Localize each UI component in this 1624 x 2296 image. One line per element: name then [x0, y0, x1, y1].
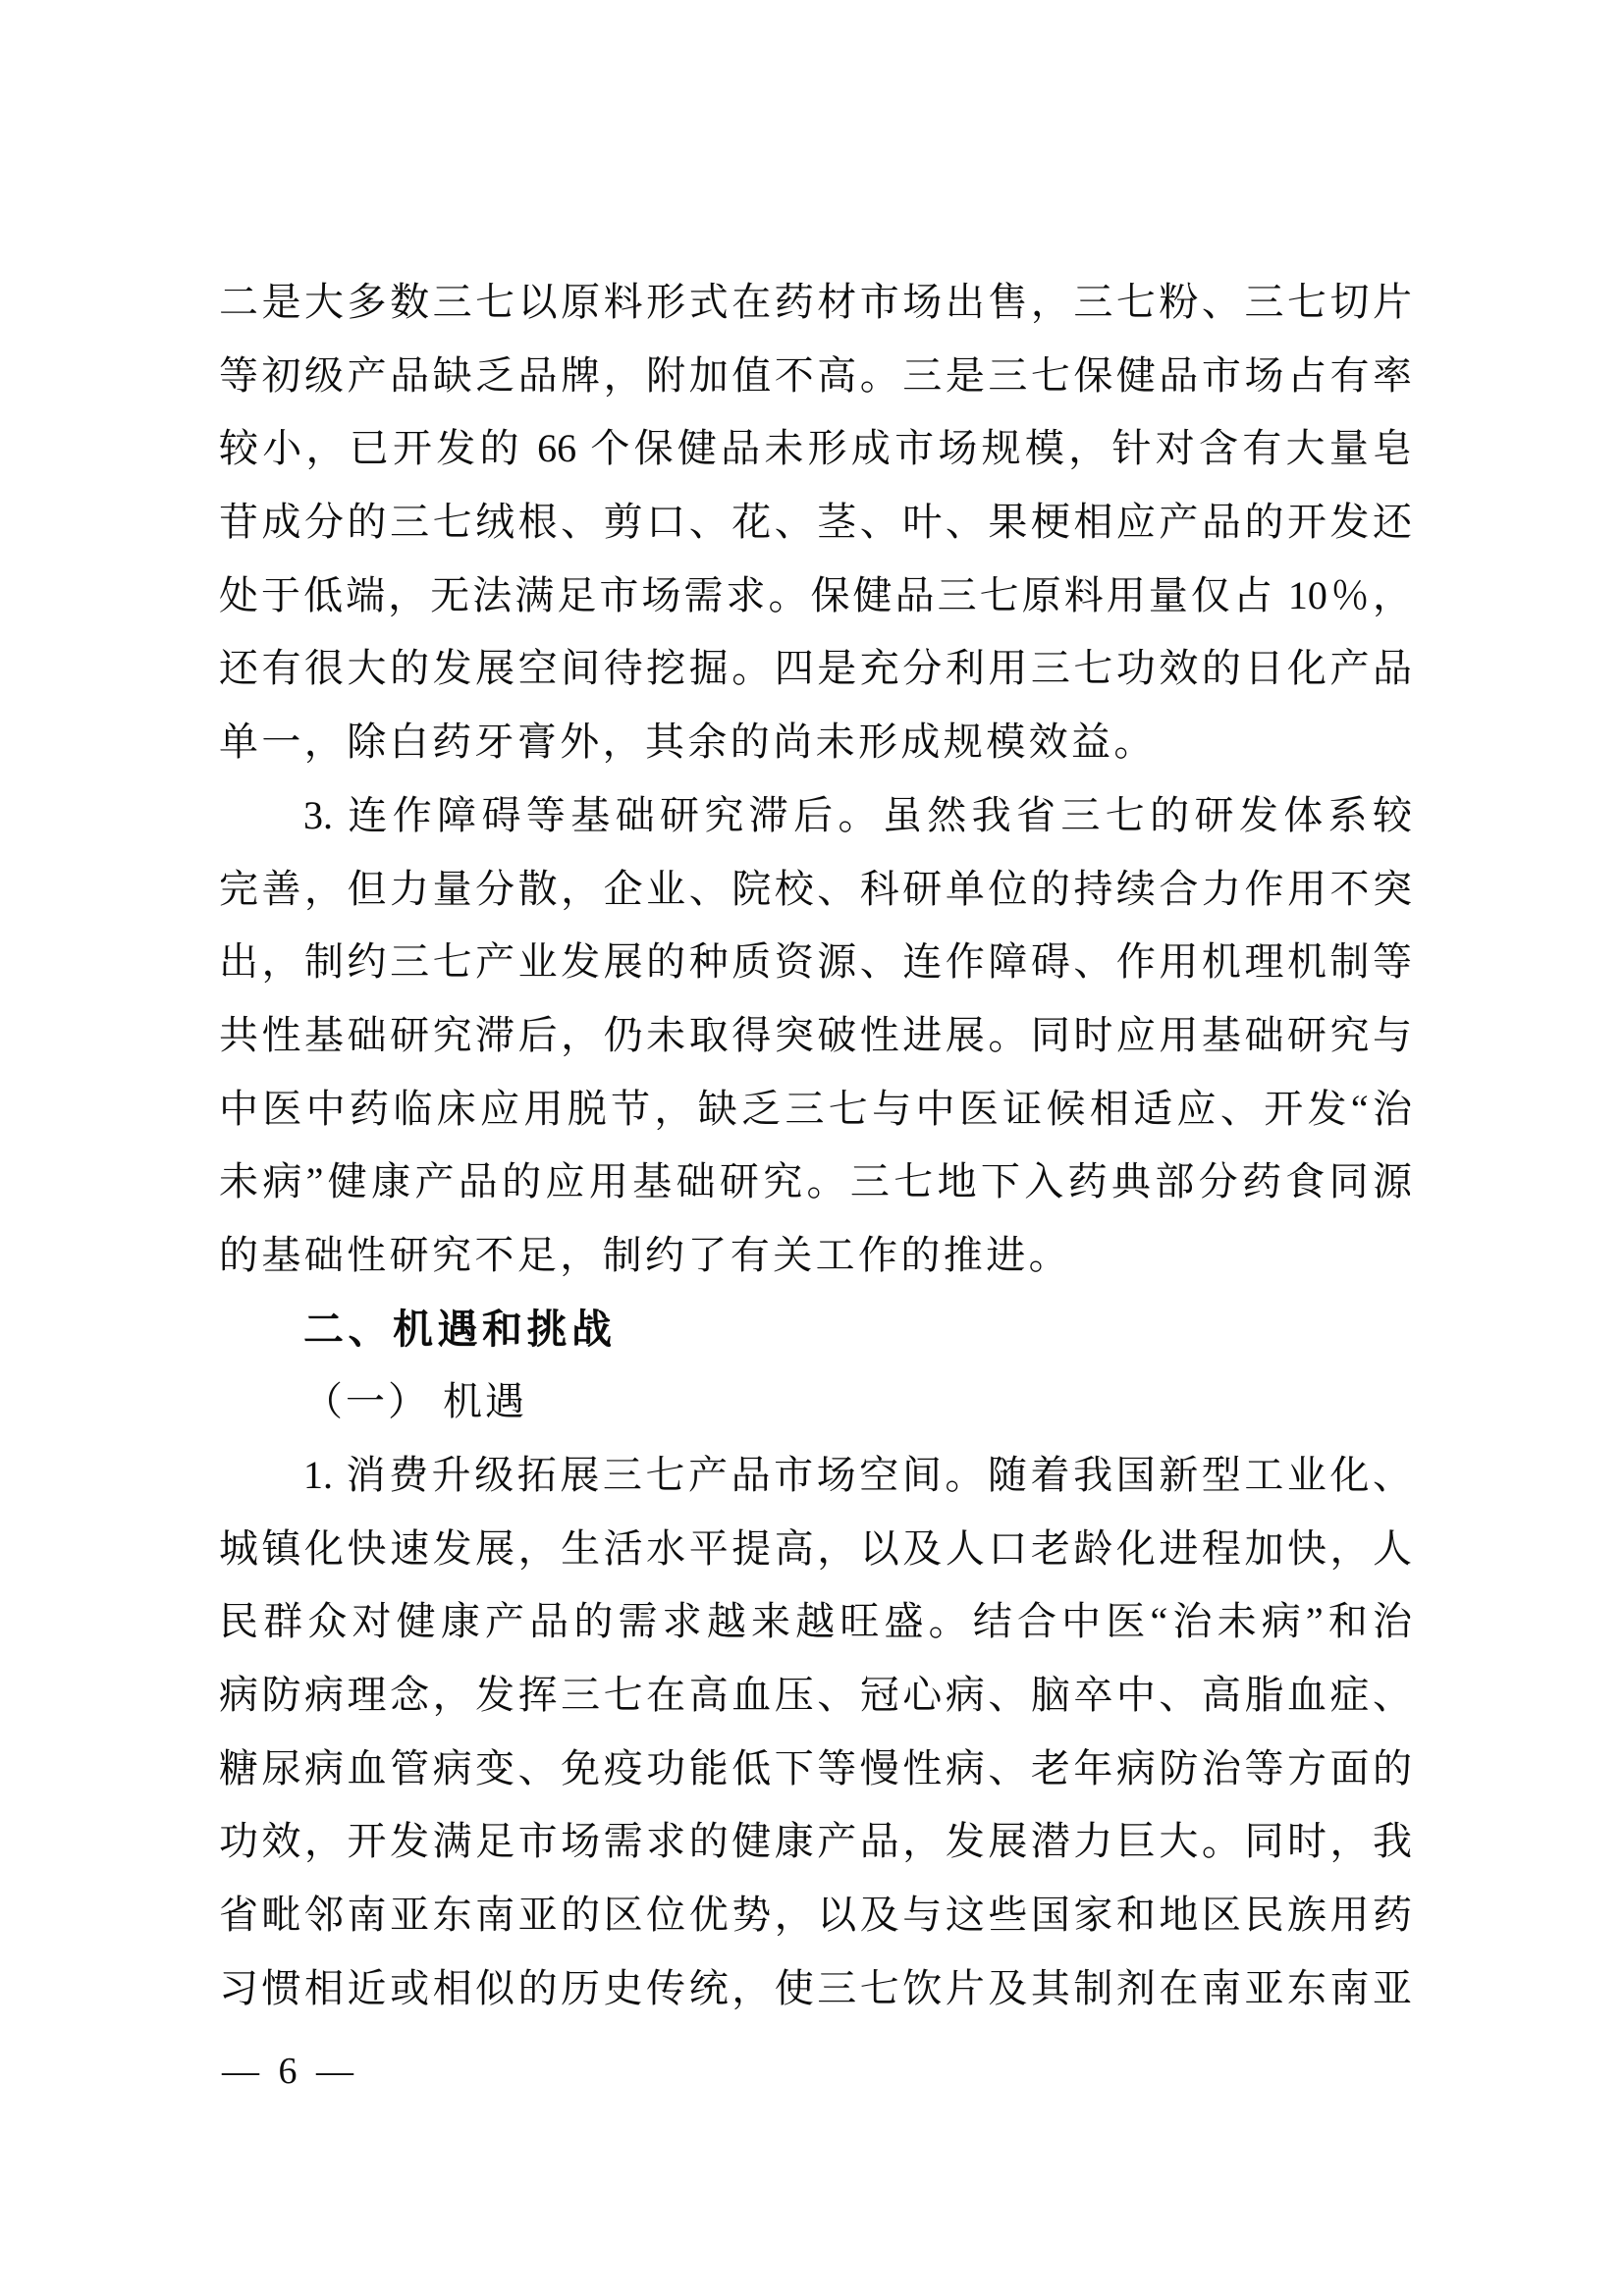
text-line: 省毗邻南亚东南亚的区位优势，以及与这些国家和地区民族用药	[219, 1893, 1412, 1938]
text-line: 未病”健康产品的应用基础研究。三七地下入药典部分药食同源	[219, 1159, 1412, 1204]
text-line: 民群众对健康产品的需求越来越旺盛。结合中医“治未病”和治	[219, 1599, 1412, 1644]
text-line: 功效，开发满足市场需求的健康产品，发展潜力巨大。同时，我	[219, 1819, 1412, 1864]
text-line: 习惯相近或相似的历史传统，使三七饮片及其制剂在南亚东南亚	[219, 1965, 1412, 2010]
text-line: 城镇化快速发展，生活水平提高，以及人口老龄化进程加快，人	[219, 1525, 1412, 1571]
text-line: 1. 消费升级拓展三七产品市场空间。随着我国新型工业化、	[303, 1453, 1412, 1497]
text-line: 二是大多数三七以原料形式在药材市场出售，三七粉、三七切片	[219, 280, 1412, 324]
text-line: 较小，已开发的 66 个保健品未形成市场规模，针对含有大量皂	[219, 426, 1412, 471]
text-line: （一） 机遇	[303, 1379, 527, 1424]
text-line: 等初级产品缺乏品牌，附加值不高。三是三七保健品市场占有率	[219, 352, 1412, 398]
document-body	[219, 266, 1412, 2026]
text-line: 出，制约三七产业发展的种质资源、连作障碍、作用机理机制等	[219, 939, 1412, 985]
page-number: — 6 —	[222, 2051, 358, 2092]
text-line: 单一，除白药牙膏外，其余的尚未形成规模效益。	[219, 720, 1157, 765]
text-line: 糖尿病血管病变、免疫功能低下等慢性病、老年病防治等方面的	[219, 1745, 1412, 1790]
text-line: 共性基础研究滞后，仍未取得突破性进展。同时应用基础研究与	[219, 1012, 1412, 1057]
text-line: 还有很大的发展空间待挖掘。四是充分利用三七功效的日化产品	[219, 646, 1412, 691]
text-line: 完善，但力量分散，企业、院校、科研单位的持续合力作用不突	[219, 866, 1412, 911]
text-line: 二、机遇和挑战	[303, 1306, 617, 1352]
text-line: 中医中药临床应用脱节，缺乏三七与中医证候相适应、开发“治	[219, 1086, 1412, 1131]
text-line: 的基础性研究不足，制约了有关工作的推进。	[219, 1232, 1071, 1277]
text-line: 苷成分的三七绒根、剪口、花、茎、叶、果梗相应产品的开发还	[219, 500, 1412, 545]
text-line: 3. 连作障碍等基础研究滞后。虽然我省三七的研发体系较	[303, 792, 1412, 837]
text-line: 处于低端，无法满足市场需求。保健品三七原料用量仅占 10％，	[219, 572, 1412, 617]
text-line: 病防病理念，发挥三七在高血压、冠心病、脑卒中、高脂血症、	[219, 1673, 1412, 1718]
